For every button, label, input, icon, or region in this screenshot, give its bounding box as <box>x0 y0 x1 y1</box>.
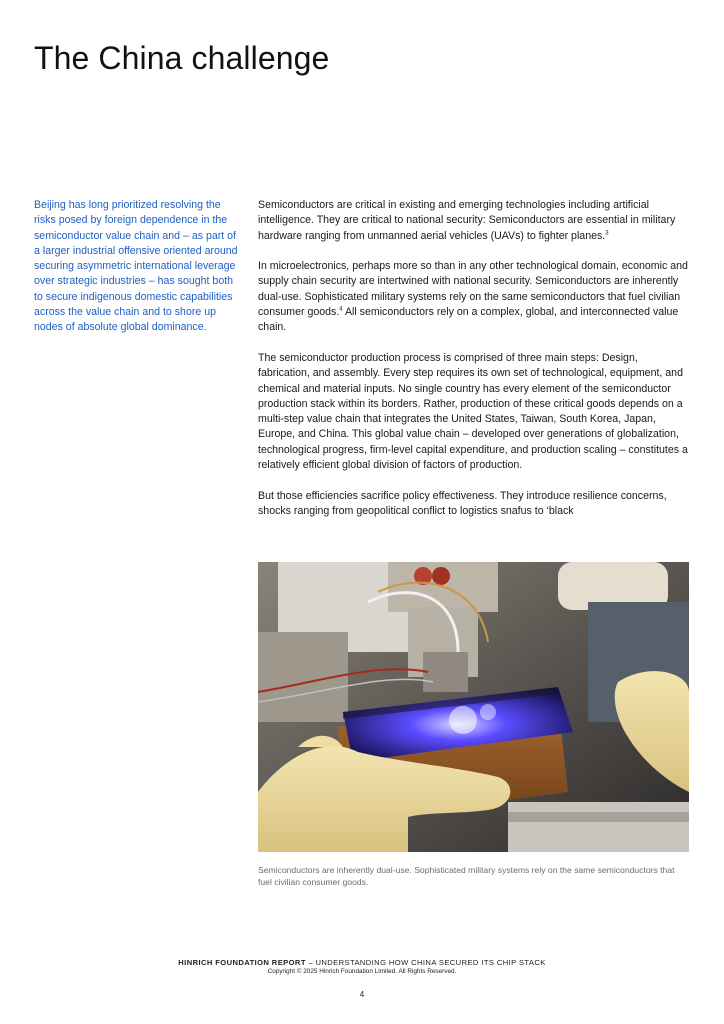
body-paragraph-3: The semiconductor production process is comprised of three main steps: Design, fabrication, and assembly. Every step requires its own set of technological, equipment, and chemical and material inputs. No single country has every element of the semiconductor production stack within its borders. Rather, production of these critical goods depends on a multi-step value chain that integrates the United States, Taiwan, South Korea, Japan, Europe, and China. This global value chain – developed over generations of globalization, technological progress, firm-level capital expenditure, and production scaling – constitutes a relatively efficient global division of factors of production. <box>258 351 688 472</box>
semiconductor-photo <box>258 562 689 852</box>
body-paragraph-2-tail: All semiconductors rely on a complex, global, and interconnected value chain. <box>258 306 679 334</box>
body-paragraph-1 <box>258 198 690 244</box>
body-paragraph-2 <box>258 259 690 335</box>
report-subtitle: – UNDERSTANDING HOW CHINA SECURED ITS CHIP STACK <box>305 958 546 967</box>
report-name: HINRICH FOUNDATION REPORT <box>178 958 306 967</box>
footer-copyright: Copyright © 2025 Hinrich Foundation Limited. All Rights Reserved. <box>267 968 457 975</box>
figure-caption: Semiconductors are inherently dual-use. Sophisticated military systems rely on the same semiconductors that fuel civilian consumer goods. <box>258 865 675 888</box>
pull-quote: Beijing has long prioritized resolving the risks posed by foreign dependence in the semiconductor value chain and – as part of a larger industrial offensive oriented around securing asymmetric international leverage over strategic industries – has sought both to secure indigenous domestic capabilities across the value chain and to shore up nodes of absolute global dominance. <box>34 199 238 334</box>
body-paragraph-1-text: Semiconductors are critical in existing and emerging technologies including artificial intelligence. They are critical to national security: Semiconductors are essential in military hardware ranging from unmanned aerial vehicles (UAVs) to fighter planes. <box>258 199 676 242</box>
body-text <box>258 198 690 535</box>
footnote-ref-4[interactable]: 4 <box>339 306 343 313</box>
page-title: The China challenge <box>34 40 330 76</box>
footnote-ref-3[interactable]: 3 <box>605 230 609 237</box>
footer-report-title <box>0 958 724 967</box>
body-paragraph-2-text: In microelectronics, perhaps more so than in any other technological domain, economic and supply chain security are intertwined with national security. Semiconductors are inherently dual-use. Sophisticated military systems rely on the same semiconductors that fuel civilian consumer goods. <box>258 260 688 319</box>
body-paragraph-4: But those efficiencies sacrifice policy effectiveness. They introduce resilience concerns, shocks ranging from geopolitical conflict to logistics snafus to ‘black <box>258 489 667 517</box>
page-number: 4 <box>359 990 365 999</box>
